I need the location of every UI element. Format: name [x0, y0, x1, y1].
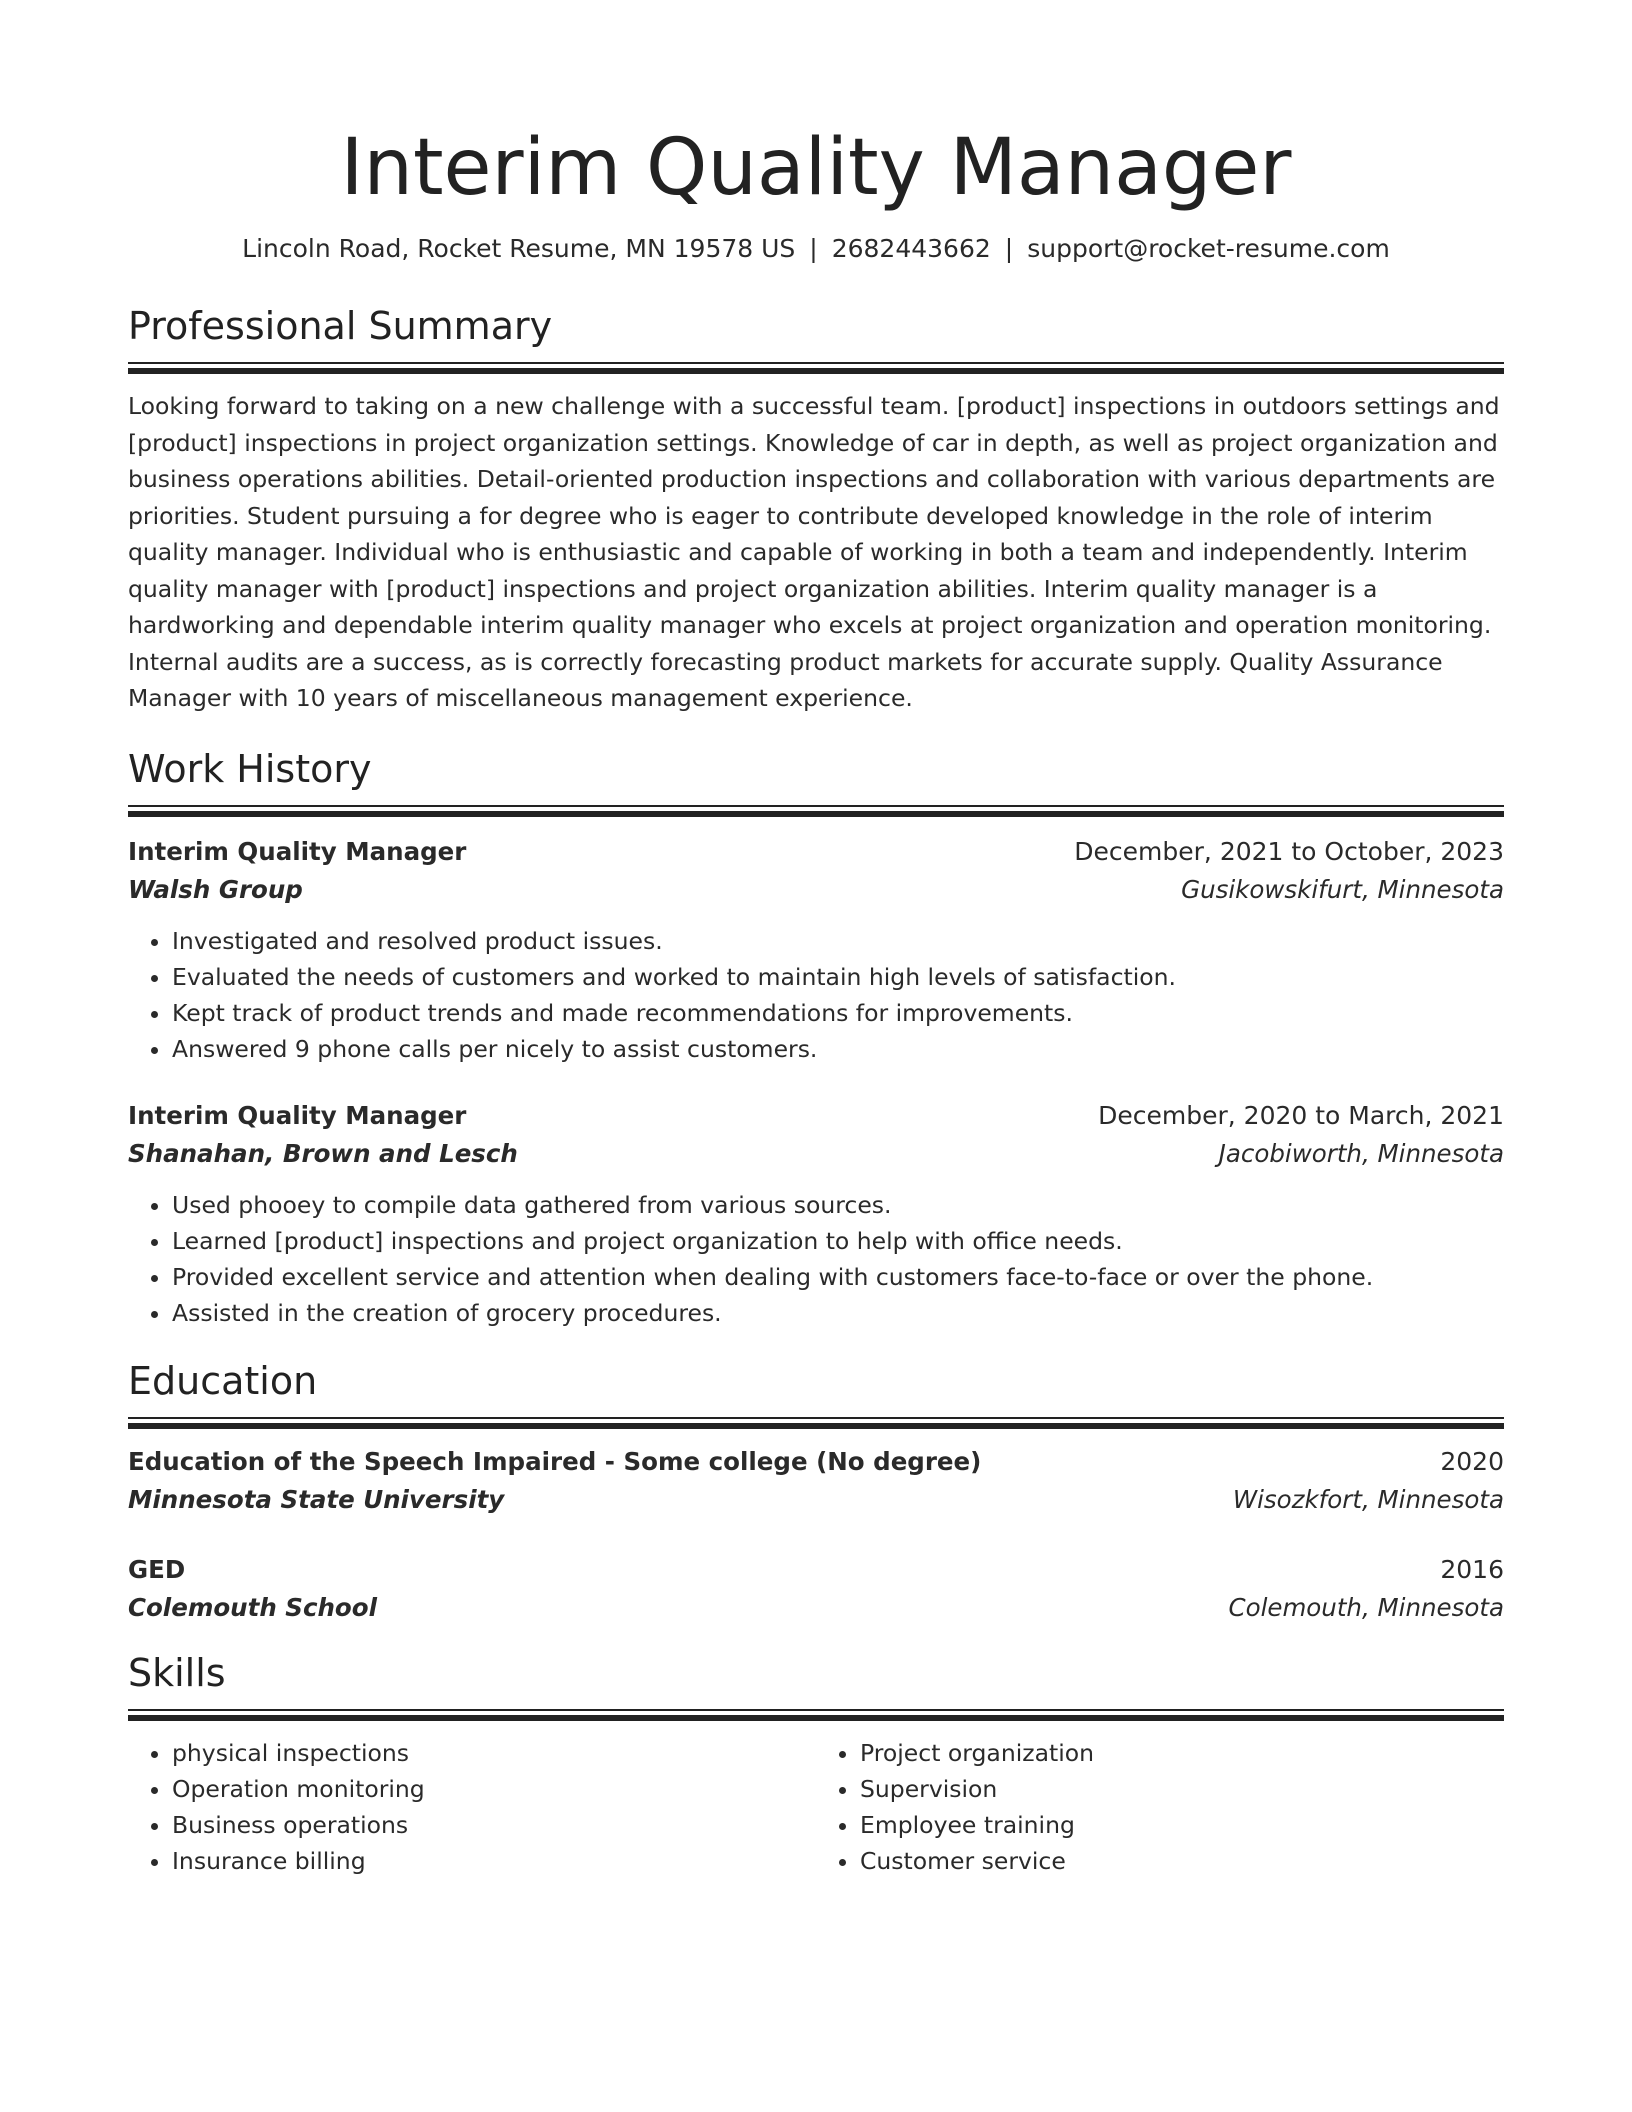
- skills-column-right: [816, 1735, 1504, 1879]
- job-bullet: • Provided excellent service and attention when dealing with customers face-to-face or over the phone.: [172, 1259, 1504, 1295]
- education-section: [128, 1357, 1504, 1627]
- job-dates: December, 2020 to March, 2021: [1098, 1100, 1504, 1130]
- job-dates: December, 2021 to October, 2023: [1074, 836, 1504, 866]
- contact-address: Lincoln Road, Rocket Resume, MN 19578 US: [242, 234, 796, 263]
- job-location: Jacobiworth, Minnesota: [1218, 1138, 1504, 1168]
- job-location: Gusikowskifurt, Minnesota: [1181, 874, 1504, 904]
- summary-section: [128, 302, 1504, 717]
- work-history-section: [128, 745, 1504, 1331]
- job-bullet: • Used phooey to compile data gathered from various sources.: [172, 1187, 1504, 1223]
- education-degree: GED: [128, 1554, 186, 1584]
- education-entry: [128, 1551, 1504, 1627]
- resume-page: [128, 0, 1504, 1879]
- education-school: Minnesota State University: [128, 1484, 505, 1514]
- job-title: Interim Quality Manager: [128, 1100, 467, 1130]
- education-school: Colemouth School: [128, 1592, 377, 1622]
- section-divider: [128, 362, 1504, 374]
- skill-item: • Insurance billing: [172, 1843, 816, 1879]
- skill-item: • Project organization: [860, 1735, 1504, 1771]
- skills-grid: [128, 1735, 1504, 1879]
- skills-section: [128, 1649, 1504, 1879]
- education-location: Colemouth, Minnesota: [1228, 1592, 1504, 1622]
- job-bullet: • Answered 9 phone calls per nicely to assist customers.: [172, 1031, 1504, 1067]
- job-bullet: • Assisted in the creation of grocery procedures.: [172, 1295, 1504, 1331]
- job-title: Interim Quality Manager: [128, 836, 467, 866]
- job-bullets: [128, 923, 1504, 1067]
- section-divider: [128, 805, 1504, 817]
- summary-text: Looking forward to taking on a new challenge with a successful team. [product] inspections in outdoors settings and [product] inspections in project organization settings. Knowledge of car in depth, as well as project organization and business operations abilities. Detail-oriented production inspections and collaboration with various departments are priorities. Student pursuing a for degree who is eager to contribute developed knowledge in the role of interim quality manager. Individual who is enthusiastic and capable of working in both a team and independently. Interim quality manager with [product] inspections and project organization abilities. Interim quality manager is a hardworking and dependable interim quality manager who excels at project organization and operation monitoring. Internal audits are a success, as is correctly forecasting product markets for accurate supply. Quality Assurance Manager with 10 years of miscellaneous management experience.: [128, 392, 1500, 712]
- contact-separator: |: [1004, 234, 1014, 263]
- job-employer: Shanahan, Brown and Lesch: [128, 1138, 518, 1168]
- job-employer: Walsh Group: [128, 874, 303, 904]
- job-bullet: • Kept track of product trends and made recommendations for improvements.: [172, 995, 1504, 1031]
- contact-line: [128, 232, 1504, 266]
- education-location: Wisozkfort, Minnesota: [1232, 1484, 1504, 1514]
- contact-phone: 2682443662: [831, 234, 991, 263]
- job-entry: [128, 1097, 1504, 1331]
- section-divider: [128, 1417, 1504, 1429]
- job-bullet: • Learned [product] inspections and project organization to help with office needs.: [172, 1223, 1504, 1259]
- skill-item: • Employee training: [860, 1807, 1504, 1843]
- skill-item: • physical inspections: [172, 1735, 816, 1771]
- section-divider: [128, 1709, 1504, 1721]
- section-title-education: Education: [128, 1358, 318, 1403]
- education-entry: [128, 1443, 1504, 1519]
- contact-separator: |: [809, 234, 818, 263]
- job-bullets: [128, 1187, 1504, 1331]
- contact-email: support@rocket-resume.com: [1027, 234, 1390, 263]
- skill-item: • Supervision: [860, 1771, 1504, 1807]
- job-bullet: • Investigated and resolved product issues.: [172, 923, 1504, 959]
- skill-item: • Business operations: [172, 1807, 816, 1843]
- job-bullet: • Evaluated the needs of customers and worked to maintain high levels of satisfaction.: [172, 959, 1504, 995]
- section-title-summary: Professional Summary: [128, 304, 553, 348]
- education-degree: Education of the Speech Impaired - Some college (No degree): [128, 1446, 982, 1476]
- skill-item: • Customer service: [860, 1843, 1504, 1879]
- education-year: 2016: [1440, 1554, 1504, 1584]
- education-year: 2020: [1440, 1446, 1504, 1476]
- skill-item: • Operation monitoring: [172, 1771, 816, 1807]
- section-title-skills: Skills: [128, 1650, 226, 1695]
- job-entry: [128, 833, 1504, 1067]
- section-title-work-history: Work History: [128, 746, 372, 791]
- skills-column-left: [128, 1735, 816, 1879]
- resume-name: Interim Quality Manager: [340, 123, 1292, 213]
